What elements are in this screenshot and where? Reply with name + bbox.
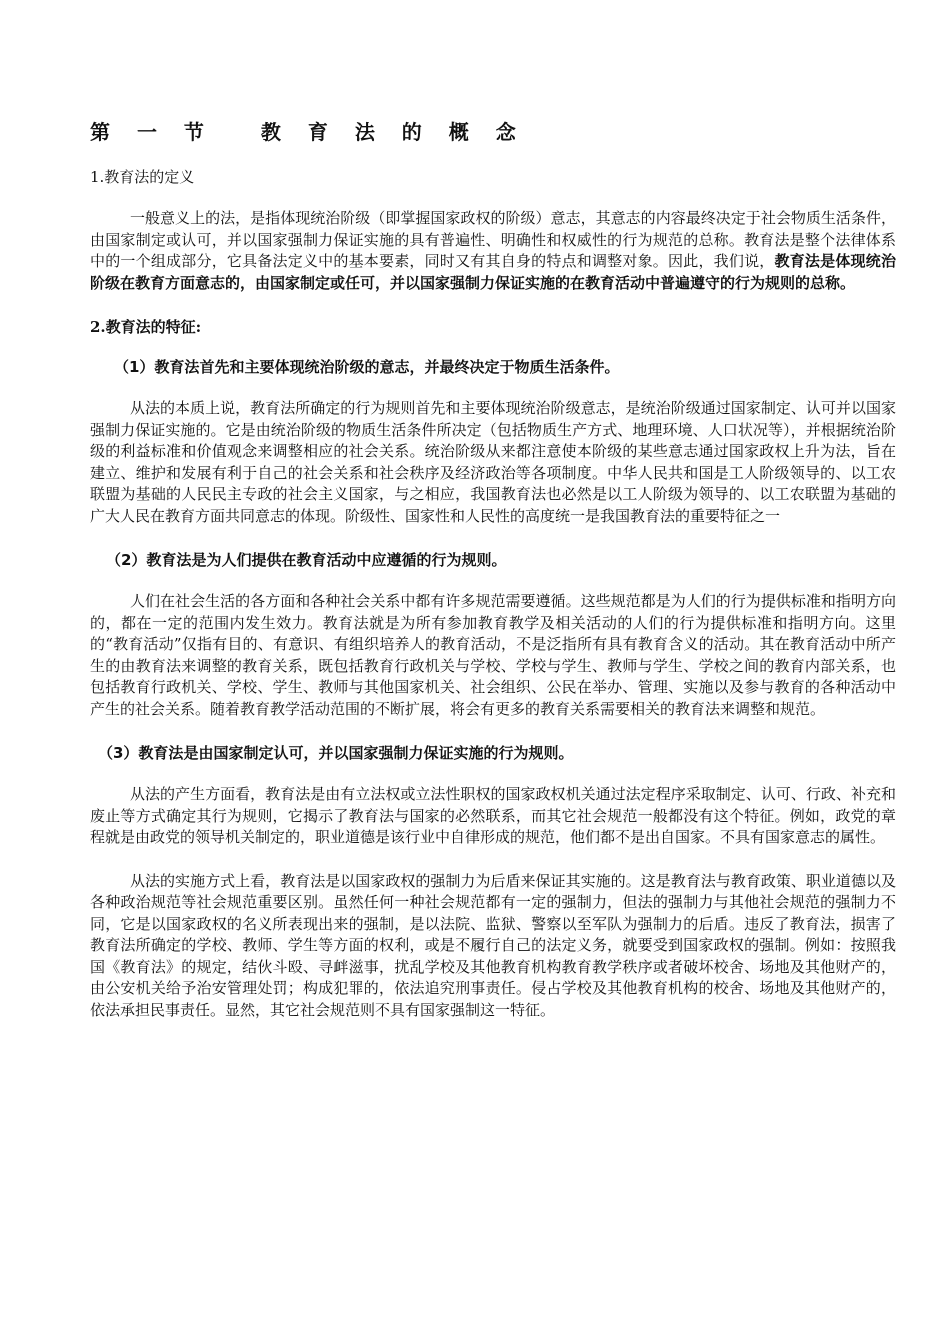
- paragraph-feature-1: 从法的本质上说，教育法所确定的行为规则首先和主要体现统治阶级意志，是统治阶级通过国家制定、认可并以国家强制力保证实施的。它是由统治阶级的物质生活条件所决定（包括物质生产方式、地理环境、人口状况等），并根据统治阶级的利益标准和价值观念来调整相应的社会关系。统治阶级从来都注意使本阶级的某些意志通过国家政权上升为法，旨在建立、维护和发展有利于自己的社会关系和社会秩序及经济政治等各项制度。中华人民共和国是工人阶级领导的、以工农联盟为基础的人民民主专政的社会主义国家，与之相应，我国教育法也必然是以工人阶级为领导的、以工农联盟为基础的广大人民在教育方面共同意志的体现。阶级性、国家性和人民性的高度统一是我国教育法的重要特征之一: [90, 399, 896, 525]
- definition-bold-text: 教育法是体现统治阶级在教育方面意志的，由国家制定或任可，并以国家强制力保证实施的在教育活动中普遍遵守的行为规则的总称。: [90, 252, 896, 292]
- section-title: 第 一 节 教 育 法 的 概 念: [90, 120, 526, 144]
- heading-features: 2.教育法的特征:: [90, 318, 202, 336]
- heading-definition: 1.教育法的定义: [90, 168, 195, 186]
- heading-feature-1: （1）教育法首先和主要体现统治阶级的意志，并最终决定于物质生活条件。: [114, 358, 620, 376]
- definition-text: 一般意义上的法，是指体现统治阶级（即掌握国家政权的阶级）意志，其意志的内容最终决定于社会物质生活条件，由国家制定或认可，并以国家强制力保证实施的具有普遍性、明确性和权威性的行为规范的总称。教育法是整个法律体系中的一个组成部分，它具备法定义中的基本要素，同时又有其自身的特点和调整对象。因此，我们说，: [90, 209, 896, 270]
- paragraph-feature-3b: 从法的实施方式上看，教育法是以国家政权的强制力为后盾来保证其实施的。这是教育法与教育政策、职业道德以及各种政治规范等社会规范重要区别。虽然任何一种社会规范都有一定的强制力，但法的强制力与其他社会规范的强制力不同，它是以国家政权的名义所表现出来的强制，是以法院、监狱、警察以至军队为强制力的后盾。违反了教育法，损害了教育法所确定的学校、教师、学生等方面的权利，或是不履行自己的法定义务，就要受到国家政权的强制。例如：按照我国《教育法》的规定，结伙斗殴、寻衅滋事，扰乱学校及其他教育机构教育教学秩序或者破坏校舍、场地及其他财产的，由公安机关给予治安管理处罚；构成犯罪的，依法追究刑事责任。侵占学校及其他教育机构的校舍、场地及其他财产的，依法承担民事责任。显然，其它社会规范则不具有国家强制这一特征。: [90, 871, 896, 1019]
- document-page: [90, 118, 896, 1043]
- paragraph-feature-2: 人们在社会生活的各方面和各种社会关系中都有许多规范需要遵循。这些规范都是为人们的行为提供标准和指明方向的，都在一定的范围内发生效力。教育法就是为所有参加教育教学及相关活动的人们的行为提供标准和指明方向。这里的“教育活动”仅指有目的、有意识、有组织培养人的教育活动，不是泛指所有具有教育含义的活动。其在教育活动中所产生的由教育法来调整的教育关系，既包括教育行政机关与学校、学校与学生、教师与学生、学校之间的教育内部关系，也包括教育行政机关、学校、学生、教师与其他国家机关、社会组织、公民在举办、管理、实施以及参与教育的各种活动中产生的社会关系。随着教育教学活动范围的不断扩展，将会有更多的教育关系需要相关的教育法来调整和规范。: [90, 592, 896, 718]
- heading-feature-3: （3）教育法是由国家制定认可，并以国家强制力保证实施的行为规则。: [98, 744, 574, 762]
- heading-feature-2: （2）教育法是为人们提供在教育活动中应遵循的行为规则。: [106, 551, 507, 569]
- paragraph-definition: [90, 208, 896, 294]
- paragraph-feature-3a: 从法的产生方面看，教育法是由有立法权或立法性职权的国家政权机关通过法定程序采取制定、认可、行政、补充和废止等方式确定其行为规则，它揭示了教育法与国家的必然联系，而其它社会规范一般都没有这个特征。例如，政党的章程就是由政党的领导机关制定的，职业道德是该行业中自律形成的规范，他们都不是出自国家。不具有国家意志的属性。: [90, 785, 896, 846]
